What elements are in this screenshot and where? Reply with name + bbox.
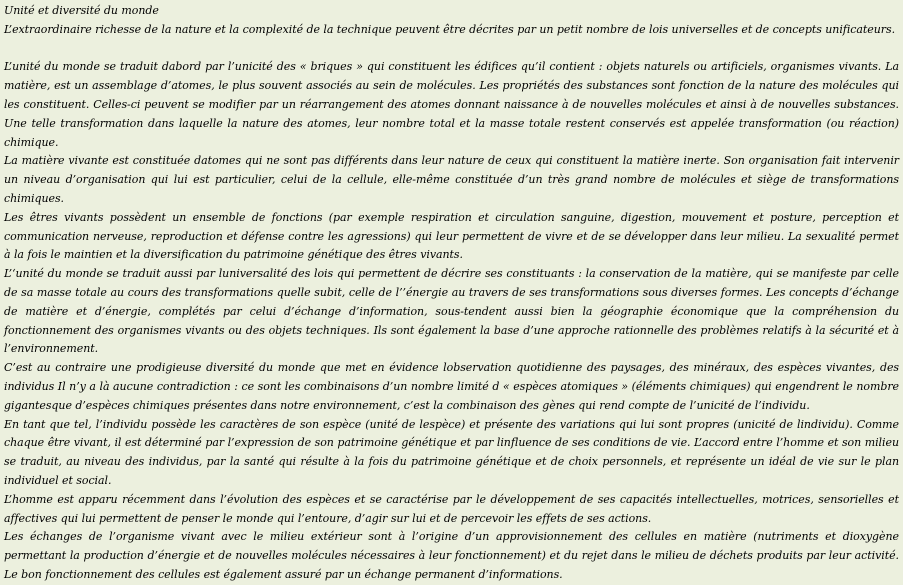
paragraph-unite-briques: L’unité du monde se traduit dabord par l’unicité des « briques » qui constituent les édifices qu’il contient : objets naturels ou artificiels, organismes vivants. La matière, est un assemblage d’atomes, le plus souvent associés au sein de molécules. Les propriétés des substances sont fonction de la nature des molécules qui les constituent. Celles-ci peuvent se modifier par un réarrangement des atomes donnant naissance à de nouvelles molécules et ainsi à de nouvelles substances. Une telle transformation dans laquelle la nature des atomes, leur nombre total et la masse totale restent conservés est appelée transformation (ou réaction) chimique.	[4, 60, 899, 149]
paragraph-individu: En tant que tel, l’individu possède les caractères de son espèce (unité de lespèce) et présente des variations qui lui sont propres (unicité de lindividu). Comme chaque être vivant, il est déterminé par l’expression de son patrimoine génétique et par linfluence de ses conditions de vie. L’accord entre l’homme et son milieu se traduit, au niveau des individus, par la santé qui résulte à la fois du patrimoine génétique et de choix personnels, et représente un idéal de vie sur le plan individuel et social.	[4, 417, 899, 487]
blank-line	[4, 40, 899, 59]
paragraph-homme: L’homme est apparu récemment dans l’évolution des espèces et se caractérise par le développement de ses capacités intellectuelles, motrices, sensorielles et affectives qui lui permettent de penser le monde qui l’entoure, d’agir sur lui et de percevoir les effets de ses actions.	[4, 492, 899, 525]
paragraph-diversite-monde: C’est au contraire une prodigieuse diversité du monde que met en évidence lobservation quotidienne des paysages, des minéraux, des espèces vivantes, des individus Il n’y a là aucune contradiction : ce sont les combinaisons d’un nombre limité d « espèces atomiques » (éléments chimiques) qui engendrent le nombre gigantesque d’espèces chimiques présentes dans notre environnement, c’est la combinaison des gènes qui rend compte de l’unicité de l’individu.	[4, 361, 899, 412]
intro-paragraph: L’extraordinaire richesse de la nature et la complexité de la technique peuvent être décrites par un petit nombre de lois universelles et de concepts unificateurs.	[4, 22, 896, 36]
paragraph-matiere-vivante: La matière vivante est constituée datomes qui ne sont pas différents dans leur nature de ceux qui constituent la matière inerte. Son organisation fait intervenir un niveau d’organisation qui lui est particulier, celui de la cellule, elle-même constituée d’un très grand nombre de molécules et siège de transformations chimiques.	[4, 154, 899, 205]
paragraph-universalite-lois: L’‘unité du monde se traduit aussi par luniversalité des lois qui permettent de décrire ses constituants : la conservation de la matière, qui se manifeste par celle de sa masse totale au cours des transformations quelle subit, celle de l’’énergie au travers de ses transformations sous diverses formes. Les concepts d’échange de matière et d’énergie, complétés par celui d’échange d’information, sous-tendent aussi bien la géographie économique que la compréhension du fonctionnement des organismes vivants ou des objets techniques. Ils sont également la base d’une approche rationnelle des problèmes relatifs à la sécurité et à l’environnement.	[4, 267, 899, 356]
document-title: Unité et diversité du monde	[4, 4, 159, 17]
paragraph-echanges-organisme: Les échanges de l’organisme vivant avec le milieu extérieur sont à l’origine d’un approvisionnement des cellules en matière (nutriments et dioxygène permettant la production d’énergie et de nouvelles molécules nécessaires à leur fonctionnement) et du rejet dans le milieu de déchets produits par leur activité. Le bon fonctionnement des cellules est également assuré par un échange permanent d’informations.	[4, 530, 899, 581]
paragraph-etres-vivants: Les êtres vivants possèdent un ensemble de fonctions (par exemple respiration et circulation sanguine, digestion, mouvement et posture, perception et communication nerveuse, reproduction et défense contre les agressions) qui leur permettent de vivre et de se développer dans leur milieu. La sexualité permet à la fois le maintien et la diversification du patrimoine génétique des êtres vivants.	[4, 210, 899, 262]
